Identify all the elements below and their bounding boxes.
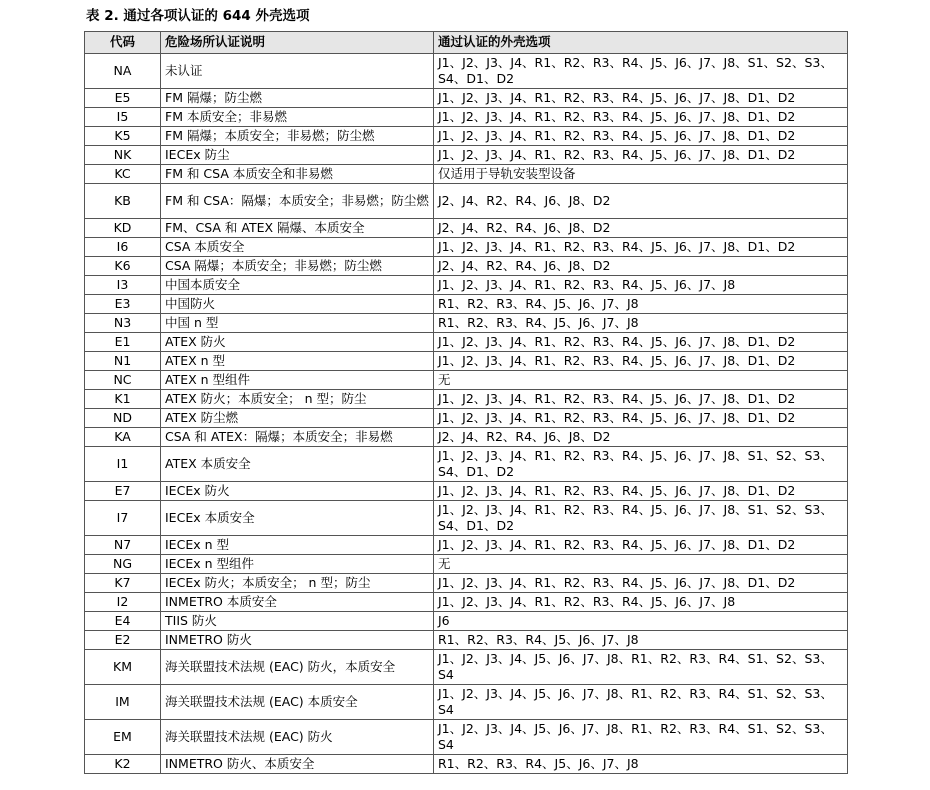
cell-code: K6	[85, 257, 161, 276]
table-row	[85, 371, 848, 390]
cell-description: 海关联盟技术法规 (EAC) 本质安全	[161, 685, 434, 720]
cell-description: FM 本质安全；非易燃	[161, 108, 434, 127]
cell-description: IECEx n 型	[161, 536, 434, 555]
table-row	[85, 54, 848, 89]
table-row	[85, 238, 848, 257]
cell-description: FM、CSA 和 ATEX 隔爆、本质安全	[161, 219, 434, 238]
cell-code: E3	[85, 295, 161, 314]
table-row	[85, 295, 848, 314]
cell-description: FM 隔爆；本质安全；非易燃；防尘燃	[161, 127, 434, 146]
cell-description: CSA 和 ATEX：隔爆；本质安全；非易燃	[161, 428, 434, 447]
cell-description: ATEX n 型组件	[161, 371, 434, 390]
table-body	[85, 54, 848, 774]
table-row	[85, 89, 848, 108]
cell-code: E4	[85, 612, 161, 631]
cell-description: IECEx 本质安全	[161, 501, 434, 536]
table-row	[85, 650, 848, 685]
cell-code: NA	[85, 54, 161, 89]
cell-options: J1、J2、J3、J4、J5、J6、J7、J8、R1、R2、R3、R4、S1、S2、S3、S4	[434, 650, 848, 685]
cell-options: J1、J2、J3、J4、R1、R2、R3、R4、J5、J6、J7、J8、D1、D2	[434, 482, 848, 501]
cell-code: KD	[85, 219, 161, 238]
table-row	[85, 409, 848, 428]
table-header-row	[85, 32, 848, 54]
cell-description: IECEx 防尘	[161, 146, 434, 165]
cell-code: K2	[85, 755, 161, 774]
cell-options: J2、J4、R2、R4、J6、J8、D2	[434, 428, 848, 447]
cell-options: J2、J4、R2、R4、J6、J8、D2	[434, 257, 848, 276]
cell-code: NK	[85, 146, 161, 165]
cell-code: N3	[85, 314, 161, 333]
cell-description: 海关联盟技术法规 (EAC) 防火，本质安全	[161, 650, 434, 685]
table-row	[85, 428, 848, 447]
cell-code: EM	[85, 720, 161, 755]
cell-description: 海关联盟技术法规 (EAC) 防火	[161, 720, 434, 755]
cell-code: ND	[85, 409, 161, 428]
table-row	[85, 720, 848, 755]
cell-options: J1、J2、J3、J4、R1、R2、R3、R4、J5、J6、J7、J8	[434, 593, 848, 612]
cell-options: J1、J2、J3、J4、R1、R2、R3、R4、J5、J6、J7、J8、D1、D2	[434, 390, 848, 409]
cell-code: NC	[85, 371, 161, 390]
cell-code: E7	[85, 482, 161, 501]
certification-table	[84, 31, 848, 774]
table-row	[85, 165, 848, 184]
cell-code: IM	[85, 685, 161, 720]
cell-description: FM 和 CSA：隔爆；本质安全；非易燃；防尘燃	[161, 184, 434, 219]
cell-description: IECEx 防火；本质安全； n 型；防尘	[161, 574, 434, 593]
cell-code: KA	[85, 428, 161, 447]
cell-code: NG	[85, 555, 161, 574]
cell-description: 中国 n 型	[161, 314, 434, 333]
cell-code: I2	[85, 593, 161, 612]
table-row	[85, 536, 848, 555]
table-row	[85, 108, 848, 127]
cell-code: E1	[85, 333, 161, 352]
table-row	[85, 390, 848, 409]
cell-description: CSA 本质安全	[161, 238, 434, 257]
cell-options: J1、J2、J3、J4、R1、R2、R3、R4、J5、J6、J7、J8、D1、D2	[434, 536, 848, 555]
cell-options: R1、R2、R3、R4、J5、J6、J7、J8	[434, 755, 848, 774]
cell-description: CSA 隔爆；本质安全；非易燃；防尘燃	[161, 257, 434, 276]
cell-options: J6	[434, 612, 848, 631]
cell-description: IECEx n 型组件	[161, 555, 434, 574]
cell-description: TIIS 防火	[161, 612, 434, 631]
cell-description: 未认证	[161, 54, 434, 89]
cell-code: K7	[85, 574, 161, 593]
cell-description: 中国防火	[161, 295, 434, 314]
cell-description: INMETRO 本质安全	[161, 593, 434, 612]
table-caption: 表 2. 通过各项认证的 644 外壳选项	[86, 8, 310, 24]
cell-code: E2	[85, 631, 161, 650]
cell-code: KC	[85, 165, 161, 184]
table-row	[85, 755, 848, 774]
header-code: 代码	[85, 32, 161, 54]
cell-options: R1、R2、R3、R4、J5、J6、J7、J8	[434, 314, 848, 333]
cell-options: 无	[434, 371, 848, 390]
cell-options: J1、J2、J3、J4、R1、R2、R3、R4、J5、J6、J7、J8、D1、D2	[434, 146, 848, 165]
table-row	[85, 352, 848, 371]
cell-code: I3	[85, 276, 161, 295]
cell-code: N1	[85, 352, 161, 371]
cell-options: J1、J2、J3、J4、R1、R2、R3、R4、J5、J6、J7、J8、S1、S2、S3、S4、D1、D2	[434, 54, 848, 89]
table-row	[85, 482, 848, 501]
table-row	[85, 685, 848, 720]
cell-options: R1、R2、R3、R4、J5、J6、J7、J8	[434, 631, 848, 650]
cell-options: J1、J2、J3、J4、R1、R2、R3、R4、J5、J6、J7、J8、D1、D2	[434, 352, 848, 371]
table-row	[85, 146, 848, 165]
cell-options: R1、R2、R3、R4、J5、J6、J7、J8	[434, 295, 848, 314]
cell-options: J1、J2、J3、J4、R1、R2、R3、R4、J5、J6、J7、J8、S1、S2、S3、S4、D1、D2	[434, 447, 848, 482]
cell-options: J1、J2、J3、J4、J5、J6、J7、J8、R1、R2、R3、R4、S1、S2、S3、S4	[434, 720, 848, 755]
table-row	[85, 184, 848, 219]
table-row	[85, 127, 848, 146]
cell-description: ATEX 防尘燃	[161, 409, 434, 428]
cell-code: K5	[85, 127, 161, 146]
cell-code: KB	[85, 184, 161, 219]
cell-code: N7	[85, 536, 161, 555]
table-row	[85, 276, 848, 295]
table-row	[85, 612, 848, 631]
header-options: 通过认证的外壳选项	[434, 32, 848, 54]
cell-options: J1、J2、J3、J4、R1、R2、R3、R4、J5、J6、J7、J8、D1、D2	[434, 409, 848, 428]
cell-description: FM 和 CSA 本质安全和非易燃	[161, 165, 434, 184]
cell-options: 无	[434, 555, 848, 574]
cell-code: E5	[85, 89, 161, 108]
cell-description: ATEX 防火	[161, 333, 434, 352]
table-row	[85, 257, 848, 276]
table-row	[85, 314, 848, 333]
cell-options: J1、J2、J3、J4、R1、R2、R3、R4、J5、J6、J7、J8、D1、D2	[434, 238, 848, 257]
cell-description: ATEX 本质安全	[161, 447, 434, 482]
table-row	[85, 219, 848, 238]
cell-options: J1、J2、J3、J4、J5、J6、J7、J8、R1、R2、R3、R4、S1、S2、S3、S4	[434, 685, 848, 720]
cell-description: INMETRO 防火	[161, 631, 434, 650]
cell-description: IECEx 防火	[161, 482, 434, 501]
header-description: 危险场所认证说明	[161, 32, 434, 54]
cell-code: I1	[85, 447, 161, 482]
cell-description: INMETRO 防火、本质安全	[161, 755, 434, 774]
cell-options: J1、J2、J3、J4、R1、R2、R3、R4、J5、J6、J7、J8、S1、S2、S3、S4、D1、D2	[434, 501, 848, 536]
cell-options: J1、J2、J3、J4、R1、R2、R3、R4、J5、J6、J7、J8、D1、D2	[434, 333, 848, 352]
cell-code: I6	[85, 238, 161, 257]
cell-code: K1	[85, 390, 161, 409]
cell-description: 中国本质安全	[161, 276, 434, 295]
cell-options: J1、J2、J3、J4、R1、R2、R3、R4、J5、J6、J7、J8、D1、D2	[434, 89, 848, 108]
cell-options: J1、J2、J3、J4、R1、R2、R3、R4、J5、J6、J7、J8、D1、D2	[434, 127, 848, 146]
cell-options: J1、J2、J3、J4、R1、R2、R3、R4、J5、J6、J7、J8	[434, 276, 848, 295]
table-row	[85, 333, 848, 352]
table-row	[85, 574, 848, 593]
cell-options: 仅适用于导轨安装型设备	[434, 165, 848, 184]
table-row	[85, 631, 848, 650]
cell-code: KM	[85, 650, 161, 685]
cell-options: J2、J4、R2、R4、J6、J8、D2	[434, 219, 848, 238]
table-row	[85, 447, 848, 482]
cell-description: ATEX 防火；本质安全； n 型；防尘	[161, 390, 434, 409]
table-row	[85, 593, 848, 612]
cell-options: J1、J2、J3、J4、R1、R2、R3、R4、J5、J6、J7、J8、D1、D2	[434, 108, 848, 127]
cell-code: I7	[85, 501, 161, 536]
table-row	[85, 501, 848, 536]
table-row	[85, 555, 848, 574]
cell-description: ATEX n 型	[161, 352, 434, 371]
cell-description: FM 隔爆；防尘燃	[161, 89, 434, 108]
cell-options: J2、J4、R2、R4、J6、J8、D2	[434, 184, 848, 219]
cell-options: J1、J2、J3、J4、R1、R2、R3、R4、J5、J6、J7、J8、D1、D2	[434, 574, 848, 593]
cell-code: I5	[85, 108, 161, 127]
